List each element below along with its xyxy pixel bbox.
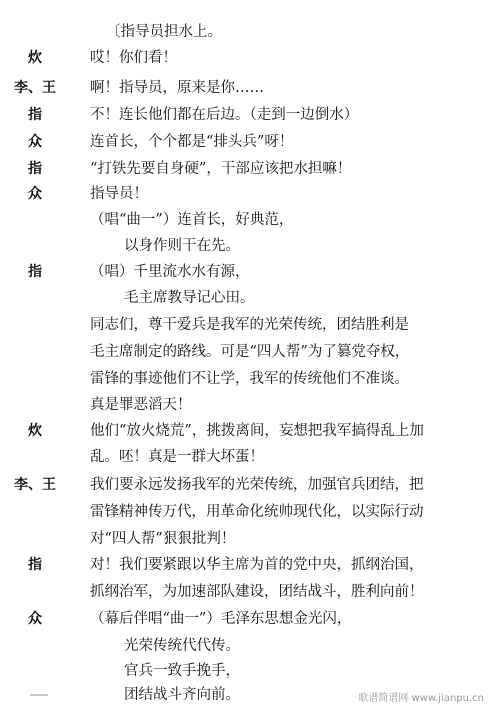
dialogue-text: 我们要永远发扬我军的光荣传统，加强官兵团结，把 bbox=[90, 477, 424, 493]
lyric-text: 光荣传统代代传。 bbox=[124, 638, 240, 654]
speaker-label: 指 bbox=[28, 264, 42, 280]
speaker-label: 指 bbox=[28, 557, 42, 573]
dialogue-text: 真是罪恶滔天！ bbox=[90, 397, 192, 413]
scan-mark bbox=[30, 694, 48, 696]
lyric-text: （幕后伴唱“曲一”）毛泽东思想金光闪， bbox=[90, 611, 352, 627]
dialogue-text: 不！连长他们都在后边。（走到一边倒水） bbox=[90, 107, 359, 123]
lyric-text: 以身作则干在先。 bbox=[124, 238, 240, 254]
site-watermark: 歌谱简谱网 www.jianpu.cn bbox=[358, 693, 484, 704]
speaker-label: 李、王 bbox=[14, 477, 56, 493]
speaker-label: 李、王 bbox=[14, 80, 56, 96]
dialogue-text: 雷锋精神传万代，用革命化统帅现代化，以实际行动 bbox=[90, 504, 424, 520]
dialogue-text: 同志们，尊干爱兵是我军的光荣传统，团结胜利是 bbox=[90, 317, 409, 333]
dialogue-text: 他们“放火烧荒”，挑拨离间，妄想把我军搞得乱上加 bbox=[90, 423, 424, 439]
lyric-text: 官兵一致手挽手， bbox=[124, 663, 240, 679]
dialogue-text: 连首长，个个都是“排头兵”呀！ bbox=[90, 134, 294, 150]
lyric-text: 团结战斗齐向前。 bbox=[124, 687, 240, 703]
speaker-label: 众 bbox=[28, 186, 42, 202]
dialogue-text: 雷锋的事迹他们不让学，我军的传统他们不准谈。 bbox=[90, 371, 409, 387]
dialogue-text: 毛主席制定的路线。可是“四人帮”为了篡党夺权， bbox=[90, 344, 410, 360]
speaker-label: 指 bbox=[28, 161, 42, 177]
dialogue-text: 哎！你们看！ bbox=[90, 50, 177, 66]
speaker-label: 指 bbox=[28, 107, 42, 123]
dialogue-text: “打铁先要自身硬”，干部应该把水担嘛！ bbox=[90, 161, 352, 177]
speaker-label: 众 bbox=[28, 134, 42, 150]
dialogue-text: 对“四人帮”狠狠批判！ bbox=[90, 531, 236, 547]
stage-direction: 〔指导员担水上。 bbox=[106, 24, 222, 40]
lyric-text: （唱）千里流水水有源， bbox=[90, 264, 250, 280]
dialogue-text: 指导员！ bbox=[90, 186, 148, 202]
lyric-text: 毛主席教导记心田。 bbox=[124, 290, 255, 306]
speaker-label: 炊 bbox=[28, 423, 42, 439]
speaker-label: 众 bbox=[28, 611, 42, 627]
speaker-label: 炊 bbox=[28, 50, 42, 66]
dialogue-text: 对！我们要紧跟以华主席为首的党中央，抓纲治国， bbox=[90, 557, 424, 573]
dialogue-text: 抓纲治军，为加速部队建设，团结战斗，胜利向前！ bbox=[90, 584, 424, 600]
lyric-text: （唱“曲一”）连首长，好典范， bbox=[90, 212, 294, 228]
dialogue-text: 乱。呸！真是一群大坏蛋！ bbox=[90, 449, 264, 465]
dialogue-text: 啊！指导员，原来是你…… bbox=[90, 80, 264, 96]
